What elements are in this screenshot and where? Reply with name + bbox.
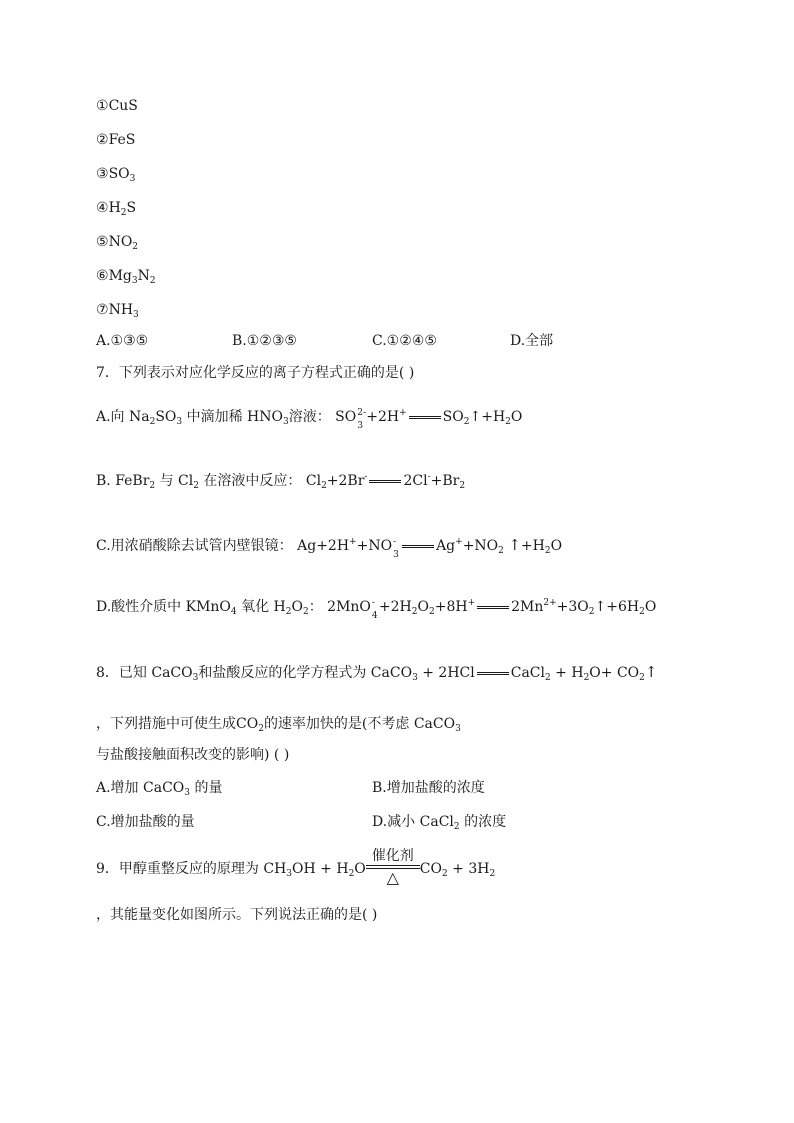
q8-option-a: A.增加 CaCO$_3$ 的量: [96, 780, 223, 798]
list-item-1: ①CuS: [96, 98, 138, 114]
q6-option-d: D.全部: [510, 333, 554, 349]
q7-option-d: D.酸性介质中 KMnO$_4$ 氧化 $H_2O_2$： 2MnO - 4 $+2H_2O_2+8H^+$ $2Mn^{2+}+3O_2↑+6H_2O$: [96, 598, 657, 621]
list-item-5: $⑤NO_2$: [96, 234, 139, 252]
q8-stem: 8．已知 CaCO$_3$和盐酸反应的化学方程式为 CaCO$_3$ + 2HCl CaCl$_2$ + $H_2O+$ $CO_2↑$: [96, 663, 658, 683]
q8-line3: 与盐酸接触面积改变的影响) ( ): [96, 747, 290, 763]
q7-option-a: A.向 $Na_2SO_3$ 中滴加稀 $HNO_3$溶液： SO 2- 3 +2H+ $SO_2↑+H_2O$: [96, 408, 523, 431]
q7-option-c: C.用浓硝酸除去试管内壁银镜： Ag+2H++NO - 3 $Ag^++NO_2$ $↑+H_2O$: [96, 536, 563, 560]
list-item-6: $⑥Mg_3N_2$: [96, 268, 156, 286]
catalyst-arrow: 催化剂 △: [366, 848, 420, 886]
q6-option-a: A.①③⑤: [96, 333, 149, 349]
list-item-3: $③SO_3$: [96, 166, 136, 184]
q8-option-d: D.减小 CaCl$_2$ 的浓度: [372, 814, 507, 832]
q6-option-c: C.①②④⑤: [372, 333, 437, 349]
q7-option-b: B. FeBr$_2$ 与 $Cl_2$ 在溶液中反应： $Cl_2+2Br^-$ $2Cl^-+Br_2$: [96, 472, 466, 491]
q8-line2: ，下列措施中可使生成$CO_2$的速率加快的是(不考虑 CaCO$_3$: [96, 716, 461, 734]
list-item-2: ②FeS: [96, 132, 136, 148]
q6-option-b: B.①②③⑤: [232, 333, 297, 349]
q8-option-b: B.增加盐酸的浓度: [372, 780, 485, 796]
q7-stem: 7．下列表示对应化学反应的离子方程式正确的是( ): [96, 365, 415, 381]
q9-line2: ，其能量变化如图所示。下列说法正确的是( ): [96, 907, 378, 923]
list-item-7: $⑦NH_3$: [96, 302, 139, 320]
q8-option-c: C.增加盐酸的量: [96, 814, 195, 830]
q9-stem: 9．甲醇重整反应的原理为 $CH_3OH + H_2O$ 催化剂 △ $CO_2 + 3H_2$: [96, 848, 496, 887]
list-item-4: $④H_2S$: [96, 200, 137, 218]
